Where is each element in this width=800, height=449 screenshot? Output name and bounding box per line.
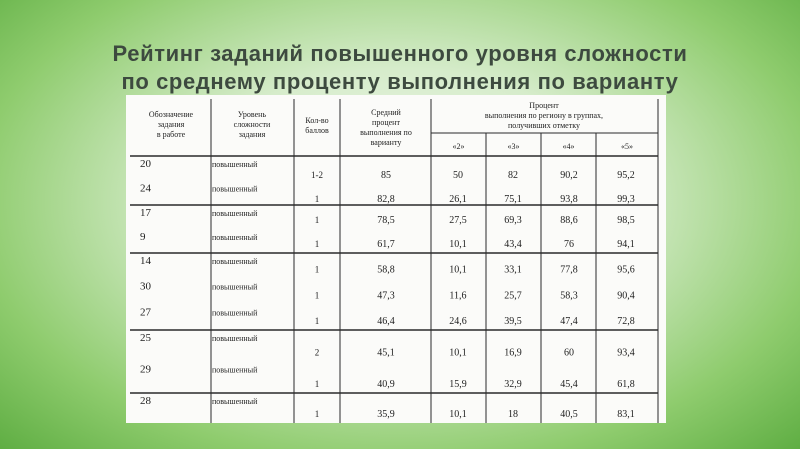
cell-avg: 58,8 bbox=[377, 264, 395, 276]
cell-grade-5: 94,1 bbox=[617, 239, 635, 250]
slide-title-line-2: по среднему проценту выполнения по варианту bbox=[121, 69, 679, 94]
header-grade-label: «2» bbox=[452, 142, 465, 151]
task-id: 17 bbox=[140, 207, 151, 219]
task-id: 9 bbox=[140, 231, 146, 243]
cell-grade-3: 16,9 bbox=[504, 347, 522, 359]
cell-grade-5: 83,1 bbox=[617, 409, 635, 420]
cell-points: 1 bbox=[314, 379, 320, 389]
cell-grade-2: 15,9 bbox=[449, 379, 467, 390]
header-task-label: Обозначение bbox=[148, 110, 194, 119]
header-percent-label: Процент bbox=[529, 101, 559, 110]
header-avg-label: Средний bbox=[371, 108, 401, 117]
task-level: повышенный bbox=[212, 365, 258, 375]
cell-grade-3: 39,5 bbox=[504, 316, 522, 327]
cell-points: 1-2 bbox=[311, 170, 323, 180]
header-grade-label: «4» bbox=[562, 142, 575, 151]
cell-grade-5: 95,2 bbox=[617, 170, 635, 181]
header-avg-label: варианту bbox=[370, 138, 402, 147]
cell-grade-4: 58,3 bbox=[560, 290, 578, 302]
cell-grade-3: 25,7 bbox=[504, 290, 522, 302]
cell-grade-3: 69,3 bbox=[504, 215, 522, 226]
header-level-label: Уровень bbox=[237, 110, 267, 119]
cell-avg: 46,4 bbox=[377, 316, 395, 327]
task-id: 27 bbox=[140, 306, 151, 319]
cell-grade-2: 26,1 bbox=[449, 194, 467, 205]
task-level: повышенный bbox=[212, 397, 258, 406]
cell-avg: 61,7 bbox=[377, 239, 395, 250]
cell-grade-3: 18 bbox=[508, 409, 518, 420]
cell-avg: 85 bbox=[381, 170, 391, 181]
task-level: повышенный bbox=[212, 209, 258, 218]
task-level: повышенный bbox=[212, 233, 258, 242]
header-points-label: баллов bbox=[305, 126, 329, 135]
task-level: повышенный bbox=[212, 334, 258, 343]
cell-grade-4: 93,8 bbox=[560, 194, 578, 205]
results-table bbox=[126, 95, 666, 423]
cell-avg: 45,1 bbox=[377, 347, 395, 359]
cell-grade-3: 43,4 bbox=[504, 239, 522, 250]
task-level: повышенный bbox=[212, 282, 258, 292]
header-percent-label: выполнения по региону в группах, bbox=[484, 111, 604, 120]
cell-grade-5: 93,4 bbox=[617, 347, 635, 359]
task-id: 29 bbox=[140, 363, 151, 376]
cell-grade-2: 10,1 bbox=[449, 409, 467, 420]
cell-grade-3: 33,1 bbox=[504, 264, 522, 276]
cell-avg: 40,9 bbox=[377, 379, 395, 390]
cell-grade-5: 98,5 bbox=[617, 215, 635, 226]
task-level: повышенный bbox=[212, 160, 258, 169]
cell-points: 1 bbox=[314, 264, 320, 275]
cell-grade-3: 82 bbox=[508, 170, 518, 181]
task-id: 30 bbox=[140, 280, 151, 293]
header-grade-label: «3» bbox=[507, 142, 520, 151]
cell-grade-2: 27,5 bbox=[449, 215, 467, 226]
header-avg-label: процент bbox=[372, 118, 400, 127]
slide-title bbox=[40, 40, 760, 96]
cell-points: 2 bbox=[314, 347, 320, 358]
cell-avg: 35,9 bbox=[377, 409, 395, 420]
header-level-label: задания bbox=[238, 130, 266, 139]
task-id: 25 bbox=[140, 332, 151, 344]
cell-grade-4: 76 bbox=[564, 239, 574, 250]
cell-avg: 78,5 bbox=[377, 215, 395, 226]
slide-title-line-1: Рейтинг заданий повышенного уровня сложности bbox=[112, 41, 688, 66]
cell-points: 1 bbox=[314, 239, 320, 249]
cell-points: 1 bbox=[314, 316, 320, 326]
cell-grade-3: 32,9 bbox=[504, 379, 522, 390]
task-id: 28 bbox=[140, 395, 151, 407]
cell-grade-2: 10,1 bbox=[449, 239, 467, 250]
cell-grade-5: 99,3 bbox=[617, 194, 635, 205]
header-percent-label: получивших отметку bbox=[508, 121, 580, 130]
scanned-table-image bbox=[126, 95, 666, 423]
header-task-label: в работе bbox=[156, 130, 186, 139]
cell-grade-4: 77,8 bbox=[560, 264, 578, 276]
cell-grade-4: 40,5 bbox=[560, 409, 578, 420]
cell-grade-2: 50 bbox=[453, 170, 463, 181]
task-level: повышенный bbox=[212, 257, 258, 266]
cell-grade-4: 47,4 bbox=[560, 316, 578, 327]
cell-grade-4: 88,6 bbox=[560, 215, 578, 226]
cell-grade-4: 60 bbox=[564, 347, 574, 359]
header-points-label: Кол-во bbox=[305, 116, 329, 125]
cell-grade-2: 10,1 bbox=[449, 264, 467, 276]
task-id: 14 bbox=[140, 255, 151, 267]
task-level: повышенный bbox=[212, 184, 258, 194]
task-id: 24 bbox=[140, 182, 151, 195]
cell-avg: 82,8 bbox=[377, 194, 395, 205]
header-task-label: задания bbox=[157, 120, 185, 129]
task-level: повышенный bbox=[212, 308, 258, 318]
task-id: 20 bbox=[140, 158, 151, 170]
cell-grade-4: 45,4 bbox=[560, 379, 578, 390]
cell-grade-3: 75,1 bbox=[504, 194, 522, 205]
cell-avg: 47,3 bbox=[377, 290, 395, 302]
cell-points: 1 bbox=[314, 215, 320, 225]
header-grade-label: «5» bbox=[621, 142, 633, 151]
cell-grade-2: 11,6 bbox=[449, 290, 467, 302]
cell-grade-5: 90,4 bbox=[617, 290, 635, 302]
header-level-label: сложности bbox=[233, 120, 271, 129]
cell-points: 1 bbox=[314, 409, 320, 419]
header-avg-label: выполнения по bbox=[360, 128, 412, 137]
cell-grade-2: 10,1 bbox=[449, 347, 467, 359]
cell-grade-5: 95,6 bbox=[617, 264, 635, 276]
cell-grade-4: 90,2 bbox=[560, 170, 578, 181]
cell-grade-2: 24,6 bbox=[449, 316, 467, 327]
cell-grade-5: 61,8 bbox=[617, 379, 635, 390]
cell-points: 1 bbox=[314, 194, 320, 204]
cell-grade-5: 72,8 bbox=[617, 316, 635, 327]
cell-points: 1 bbox=[314, 290, 320, 301]
